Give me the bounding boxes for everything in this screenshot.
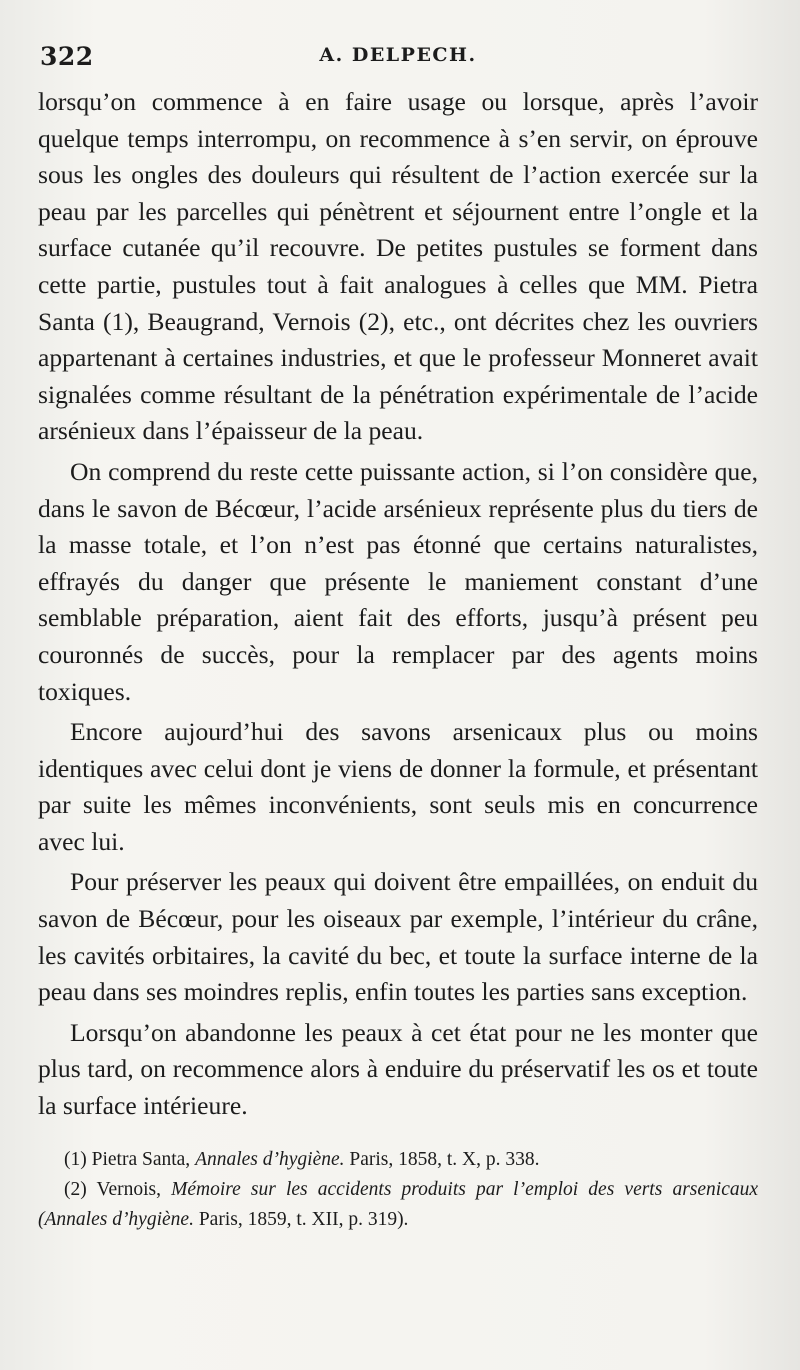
footnote-citation: Paris, 1858, t. X, p. 338.: [349, 1148, 540, 1170]
running-head: A. DELPECH.: [319, 44, 477, 66]
footnote-title: Mémoire sur les accidents produits par l’emploi des verts arsenicaux (Annales d’hygiène.: [38, 1178, 759, 1230]
paragraph: lorsqu’on commence à en faire usage ou lorsque, après l’avoir quelque temps interrompu, on recommence à s’en servir, on éprouve sous les ongles des douleurs qui résultent de l’action exercée sur la peau par les parcelles qui pénètrent et séjournent entre l’ongle et la surface cutanée qu’il recouvre. De petites pustules se forment dans cette partie, pustules tout à fait analogues à celles que MM. Pietra Santa (1), Beaugrand, Vernois (2), etc., ont décrites chez les ouvriers appartenant à certaines industries, et que le professeur Monneret avait signalées comme résultant de la pénétration expérimentale de l’acide arsénieux dans l’épaisseur de la peau.: [38, 87, 758, 446]
footnote-author: Vernois,: [96, 1178, 161, 1200]
footnotes: [38, 1145, 758, 1235]
footnote-number: (2): [64, 1178, 87, 1200]
footnote-author: Pietra Santa,: [91, 1148, 191, 1170]
page-number: 322: [40, 42, 94, 71]
paragraph: On comprend du reste cette puissante action, si l’on considère que, dans le savon de Bécœur, l’acide arsénieux représente plus du tiers de la masse totale, et l’on n’est pas étonné que certains naturalistes, effrayés du danger que présente le maniement constant d’une semblable préparation, aient fait des efforts, jusqu’à présent peu couronnés de succès, pour la remplacer par des agents moins toxiques.: [38, 456, 758, 706]
body-text: [38, 84, 758, 1125]
page-header: [38, 38, 758, 84]
footnote: [38, 1145, 758, 1175]
footnote-citation: Paris, 1859, t. XII, p. 319).: [198, 1208, 409, 1230]
paragraph: Encore aujourd’hui des savons arsenicaux plus ou moins identiques avec celui dont je viens de donner la formule, et présentant par suite les mêmes inconvénients, sont seuls mis en concurrence avec lui.: [38, 717, 758, 856]
paragraph: Pour préserver les peaux qui doivent être empaillées, on enduit du savon de Bécœur, pour les oiseaux par exemple, l’intérieur du crâne, les cavités orbitaires, la cavité du bec, et toute la surface interne de la peau dans ses moindres replis, enfin toutes les parties sans exception.: [38, 867, 758, 1007]
footnote-number: (1): [64, 1148, 87, 1170]
paragraph: Lorsqu’on abandonne les peaux à cet état pour ne les monter que plus tard, on recommence alors à enduire du préservatif les os et toute la surface intérieure.: [38, 1017, 758, 1121]
footnote: [38, 1175, 758, 1235]
footnote-title: Annales d’hygiène.: [195, 1148, 345, 1170]
